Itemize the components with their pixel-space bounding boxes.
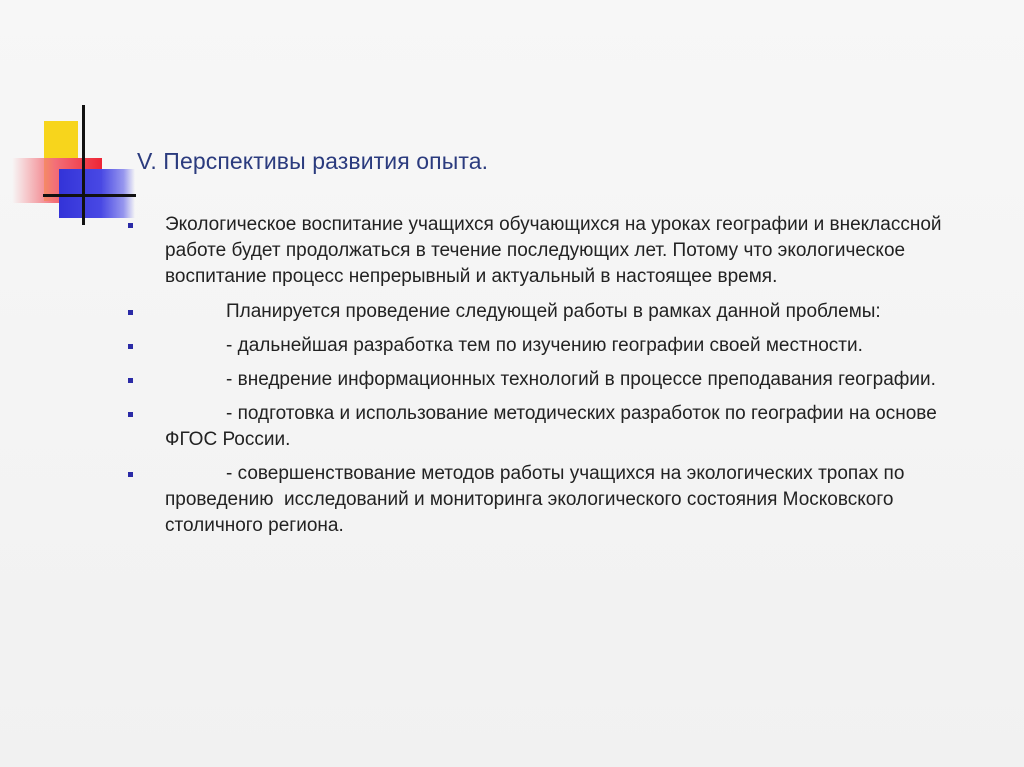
square-bullet-icon	[128, 472, 133, 477]
bullet-item	[124, 401, 984, 453]
square-bullet-icon	[128, 344, 133, 349]
square-bullet-icon	[128, 223, 133, 228]
bullet-text: - дальнейшая разработка тем по изучению географии своей местности.	[226, 335, 863, 356]
decor-horizontal-line	[43, 194, 136, 197]
bullet-item	[124, 299, 984, 325]
bullet-item	[124, 461, 984, 539]
bullet-text: - совершенствование методов работы учащихся на экологических тропах по проведению исследований и мониторинга экологического состояния Московского столичного региона.	[165, 463, 915, 536]
square-bullet-icon	[128, 378, 133, 383]
square-bullet-icon	[128, 310, 133, 315]
bullet-text: - внедрение информационных технологий в процессе преподавания географии.	[226, 369, 936, 390]
square-bullet-icon	[128, 412, 133, 417]
bullet-text: Планируется проведение следующей работы в рамках данной проблемы:	[226, 301, 881, 322]
decor-vertical-line	[82, 105, 85, 225]
bullet-item	[124, 367, 984, 393]
bullet-item	[124, 333, 984, 359]
bullet-item	[124, 212, 984, 290]
slide-title: V. Перспективы развития опыта.	[137, 148, 489, 174]
bullet-list	[124, 212, 984, 547]
bullet-text: - подготовка и использование методических разработок по географии на основе ФГОС России.	[165, 403, 937, 450]
bullet-text: Экологическое воспитание учащихся обучающихся на уроках географии и внеклассной работе будет продолжаться в течение последующих лет. Потому что экологическое воспитание процесс непрерывный и актуальный в настоящее время.	[165, 214, 942, 287]
